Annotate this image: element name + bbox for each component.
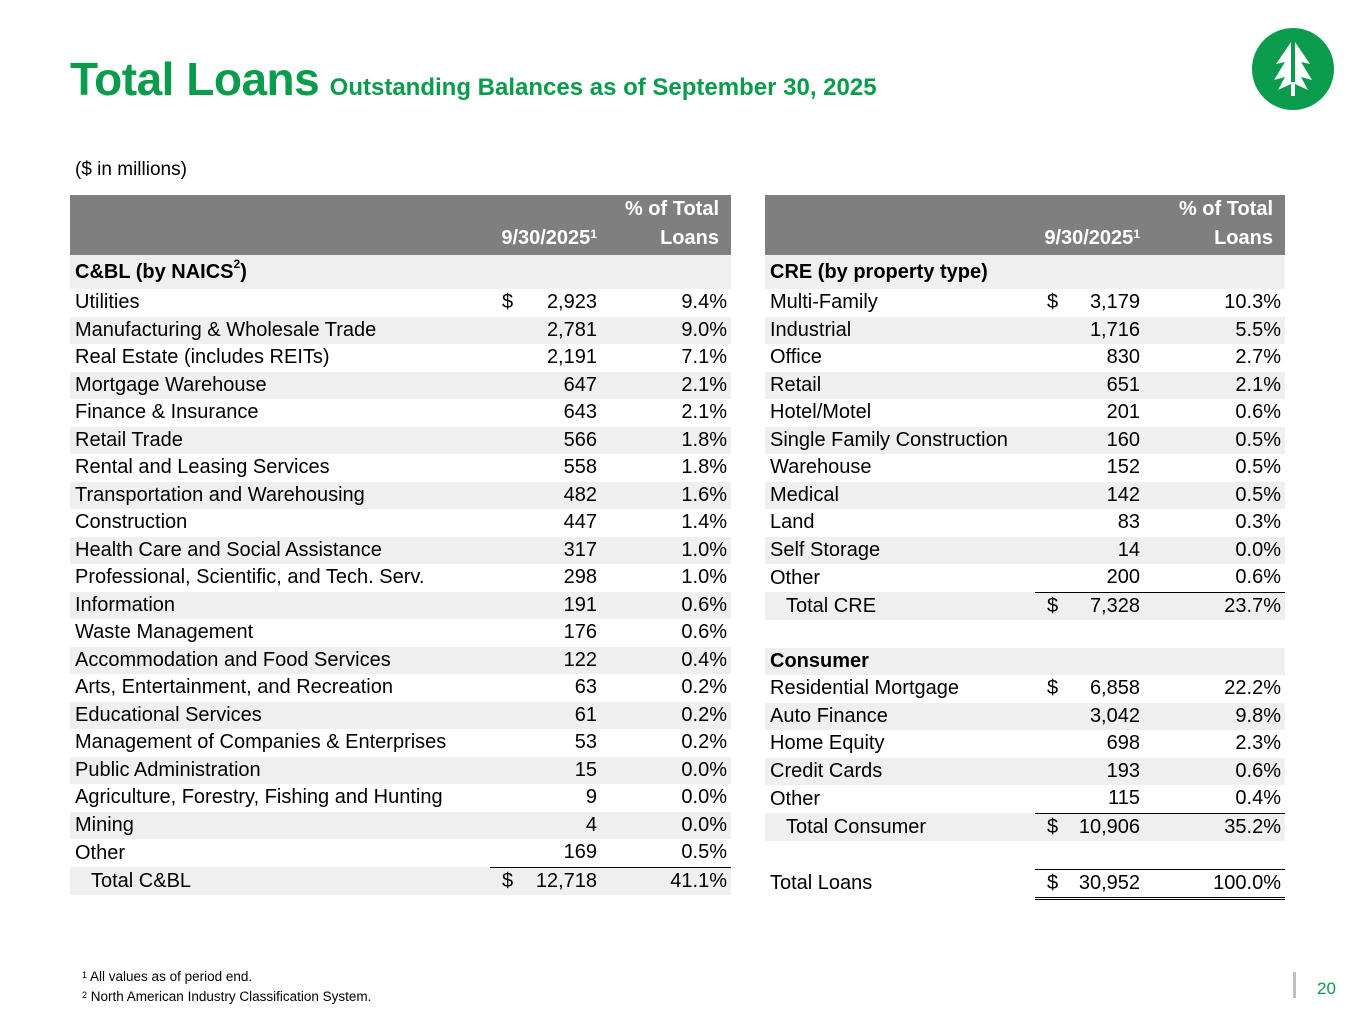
row-amount: 15: [490, 757, 602, 785]
row-label: Mining: [70, 812, 490, 840]
row-amount: 176: [563, 621, 597, 644]
spacer-row: [765, 620, 1285, 648]
row-pct: 0.6%: [1235, 401, 1281, 424]
row-pct: 0.6%: [1145, 564, 1285, 592]
row-amount: 2,781: [490, 317, 602, 345]
row-pct: 0.0%: [602, 757, 731, 785]
cbl-rows: [70, 289, 731, 867]
row-label: Arts, Entertainment, and Recreation: [75, 676, 393, 699]
row-amount: 3,042: [1035, 703, 1145, 731]
row-pct: 2.1%: [602, 372, 731, 400]
row-label: Mortgage Warehouse: [70, 372, 490, 400]
grand-total-row: Total Loans $ 30,952 100.0%: [765, 869, 1285, 899]
row-label: Utilities: [75, 291, 140, 314]
table-row: [765, 289, 1285, 317]
total-row-cre: Total CRE $ 7,328 23.7%: [765, 592, 1285, 620]
row-pct: 0.2%: [602, 702, 731, 730]
row-label: Agriculture, Forestry, Fishing and Hunting: [75, 786, 443, 809]
row-pct: 1.6%: [602, 482, 731, 510]
row-amount: 317: [490, 537, 602, 565]
row-pct: 2.1%: [681, 401, 727, 424]
row-amount: 698: [1106, 732, 1140, 755]
row-pct: 0.5%: [1235, 456, 1281, 479]
row-amount: 2,191: [546, 346, 597, 369]
table-row: [765, 317, 1285, 345]
row-label: Industrial: [765, 317, 1035, 345]
row-pct: 0.0%: [1145, 537, 1285, 565]
row-label: Residential Mortgage: [770, 677, 959, 700]
row-amount: 200: [1035, 564, 1145, 592]
table-row: [70, 564, 731, 592]
table-row: [70, 674, 731, 702]
row-amount: 83: [1117, 511, 1140, 534]
row-label: Manufacturing & Wholesale Trade: [70, 317, 490, 345]
row-amount: 201: [1106, 401, 1140, 424]
row-pct: 0.6%: [1145, 758, 1285, 786]
table-row: [70, 344, 731, 372]
table-row: [765, 785, 1285, 813]
row-amount: 193: [1035, 758, 1145, 786]
table-row: [70, 427, 731, 455]
table-row: [70, 454, 731, 482]
row-label: Rental and Leasing Services: [75, 456, 330, 479]
row-label: Hotel/Motel: [770, 401, 872, 424]
section-header-cbl: C&BL (by NAICS$^2$): [70, 255, 731, 289]
row-pct: 2.1%: [1145, 372, 1285, 400]
title-main: Total Loans: [70, 53, 320, 105]
units-note: ($ in millions): [75, 159, 187, 180]
row-amount: 61: [490, 702, 602, 730]
row-label: Public Administration: [70, 757, 490, 785]
row-label: Retail: [765, 372, 1035, 400]
row-amount: $ 2,923: [502, 291, 597, 314]
row-label: Retail Trade: [70, 427, 490, 455]
row-label: Real Estate (includes REITs): [75, 346, 330, 369]
table-header: [70, 195, 731, 255]
table-row: [70, 537, 731, 565]
row-pct: 0.0%: [681, 786, 727, 809]
row-pct: 9.8%: [1145, 703, 1285, 731]
table-row: [70, 399, 731, 427]
row-pct: 1.8%: [681, 456, 727, 479]
cbl-loans-table: [70, 195, 731, 895]
table-row: [70, 784, 731, 812]
row-label: Office: [770, 346, 822, 369]
row-pct: 0.5%: [602, 839, 731, 867]
row-label: Health Care and Social Assistance: [70, 537, 490, 565]
section-header-consumer: Consumer: [765, 648, 1285, 676]
row-amount: 63: [574, 676, 597, 699]
table-row: [765, 564, 1285, 592]
table-row: [70, 619, 731, 647]
date-column-header: 9/30/2025$^1$: [1035, 195, 1145, 255]
row-label: Transportation and Warehousing: [70, 482, 490, 510]
row-pct: 9.0%: [602, 317, 731, 345]
table-row: [70, 592, 731, 620]
row-label: Accommodation and Food Services: [70, 647, 490, 675]
table-row: [70, 289, 731, 317]
title-subtitle: Outstanding Balances as of September 30, 2025: [329, 74, 877, 101]
row-label: Construction: [75, 511, 188, 534]
row-label: Professional, Scientific, and Tech. Serv.: [75, 566, 425, 589]
row-pct: 2.7%: [1235, 346, 1281, 369]
row-pct: 1.4%: [681, 511, 727, 534]
row-amount: 9: [585, 786, 597, 809]
table-row: [765, 454, 1285, 482]
row-pct: 0.2%: [681, 676, 727, 699]
row-amount: 298: [563, 566, 597, 589]
row-label: Other: [770, 566, 821, 589]
row-amount: 566: [490, 427, 602, 455]
row-amount: 115: [1035, 785, 1145, 813]
cre-consumer-loans-table: [765, 195, 1285, 900]
row-amount: 191: [490, 592, 602, 620]
table-row: [765, 537, 1285, 565]
row-label: Educational Services: [70, 702, 490, 730]
row-label: Single Family Construction: [765, 427, 1035, 455]
table-row: [765, 427, 1285, 455]
table-row: [70, 702, 731, 730]
row-label: Medical: [765, 482, 1035, 510]
table-row: [70, 509, 731, 537]
row-amount: 1,716: [1035, 317, 1145, 345]
table-row: [765, 372, 1285, 400]
table-row: [70, 372, 731, 400]
row-pct: 0.4%: [602, 647, 731, 675]
table-row: [765, 509, 1285, 537]
table-row: [765, 703, 1285, 731]
row-amount: 830: [1106, 346, 1140, 369]
row-pct: 0.5%: [1145, 427, 1285, 455]
table-row: [765, 482, 1285, 510]
row-pct: 2.3%: [1235, 732, 1281, 755]
footnotes: [82, 967, 371, 1007]
footnote-1: $^1$ All values as of period end.: [82, 969, 253, 984]
row-amount: $ 3,179: [1047, 291, 1140, 314]
row-label: Waste Management: [75, 621, 254, 644]
row-label: Other: [75, 841, 126, 864]
row-pct: 22.2%: [1224, 677, 1281, 700]
row-pct: 1.0%: [681, 566, 727, 589]
row-pct: 5.5%: [1145, 317, 1285, 345]
table-row: [70, 812, 731, 840]
section-header-cre: CRE (by property type): [765, 255, 1285, 289]
table-row: [70, 757, 731, 785]
row-amount: $ 6,858: [1047, 677, 1140, 700]
spacer-row: [765, 841, 1285, 869]
row-label: Land: [770, 511, 815, 534]
row-pct: 0.3%: [1235, 511, 1281, 534]
table-row: [765, 399, 1285, 427]
pct-column-header: % of Total Loans: [602, 195, 731, 255]
table-row: [70, 317, 731, 345]
row-label: Warehouse: [770, 456, 872, 479]
table-row: [70, 482, 731, 510]
row-amount: 651: [1035, 372, 1145, 400]
row-label: Information: [70, 592, 490, 620]
row-amount: 160: [1035, 427, 1145, 455]
row-amount: 142: [1035, 482, 1145, 510]
row-pct: 0.4%: [1145, 785, 1285, 813]
row-label: Self Storage: [765, 537, 1035, 565]
row-pct: 0.6%: [602, 592, 731, 620]
consumer-rows: [765, 675, 1285, 813]
row-amount: 647: [490, 372, 602, 400]
row-label: Auto Finance: [765, 703, 1035, 731]
row-pct: 7.1%: [681, 346, 727, 369]
row-label: Multi-Family: [770, 291, 878, 314]
table-row: [765, 344, 1285, 372]
row-pct: 9.4%: [681, 291, 727, 314]
total-row-consumer: Total Consumer $ 10,906 35.2%: [765, 813, 1285, 841]
row-amount: 152: [1106, 456, 1140, 479]
row-amount: 53: [574, 731, 597, 754]
row-amount: 169: [490, 839, 602, 867]
row-amount: 4: [490, 812, 602, 840]
row-amount: 122: [490, 647, 602, 675]
table-header: [765, 195, 1285, 255]
table-row: [765, 675, 1285, 703]
table-row: [765, 758, 1285, 786]
row-amount: 482: [490, 482, 602, 510]
row-label: Other: [770, 787, 821, 810]
row-label: Home Equity: [770, 732, 885, 755]
cre-rows: [765, 289, 1285, 592]
row-label: Management of Companies & Enterprises: [75, 731, 447, 754]
row-amount: 558: [563, 456, 597, 479]
table-row: [70, 729, 731, 757]
row-pct: 10.3%: [1224, 291, 1281, 314]
date-column-header: 9/30/2025$^1$: [490, 195, 602, 255]
pct-column-header: % of Total Loans: [1145, 195, 1285, 255]
table-row: [765, 730, 1285, 758]
row-amount: 14: [1035, 537, 1145, 565]
tree-logo-icon: [1252, 28, 1334, 110]
row-label: Finance & Insurance: [75, 401, 259, 424]
row-pct: 0.6%: [681, 621, 727, 644]
table-row: [70, 839, 731, 867]
footnote-2: $^2$ North American Industry Classification System.: [82, 989, 372, 1004]
page-number: 20: [1317, 979, 1336, 998]
total-row-cbl: Total C&BL $ 12,718 41.1%: [70, 867, 731, 895]
row-pct: 0.5%: [1145, 482, 1285, 510]
page-divider: [1293, 972, 1296, 998]
row-label: Credit Cards: [765, 758, 1035, 786]
row-amount: 643: [563, 401, 597, 424]
row-pct: 0.2%: [681, 731, 727, 754]
row-amount: 447: [563, 511, 597, 534]
table-row: [70, 647, 731, 675]
row-pct: 0.0%: [602, 812, 731, 840]
row-pct: 1.8%: [602, 427, 731, 455]
page-title: [70, 52, 877, 106]
row-pct: 1.0%: [602, 537, 731, 565]
